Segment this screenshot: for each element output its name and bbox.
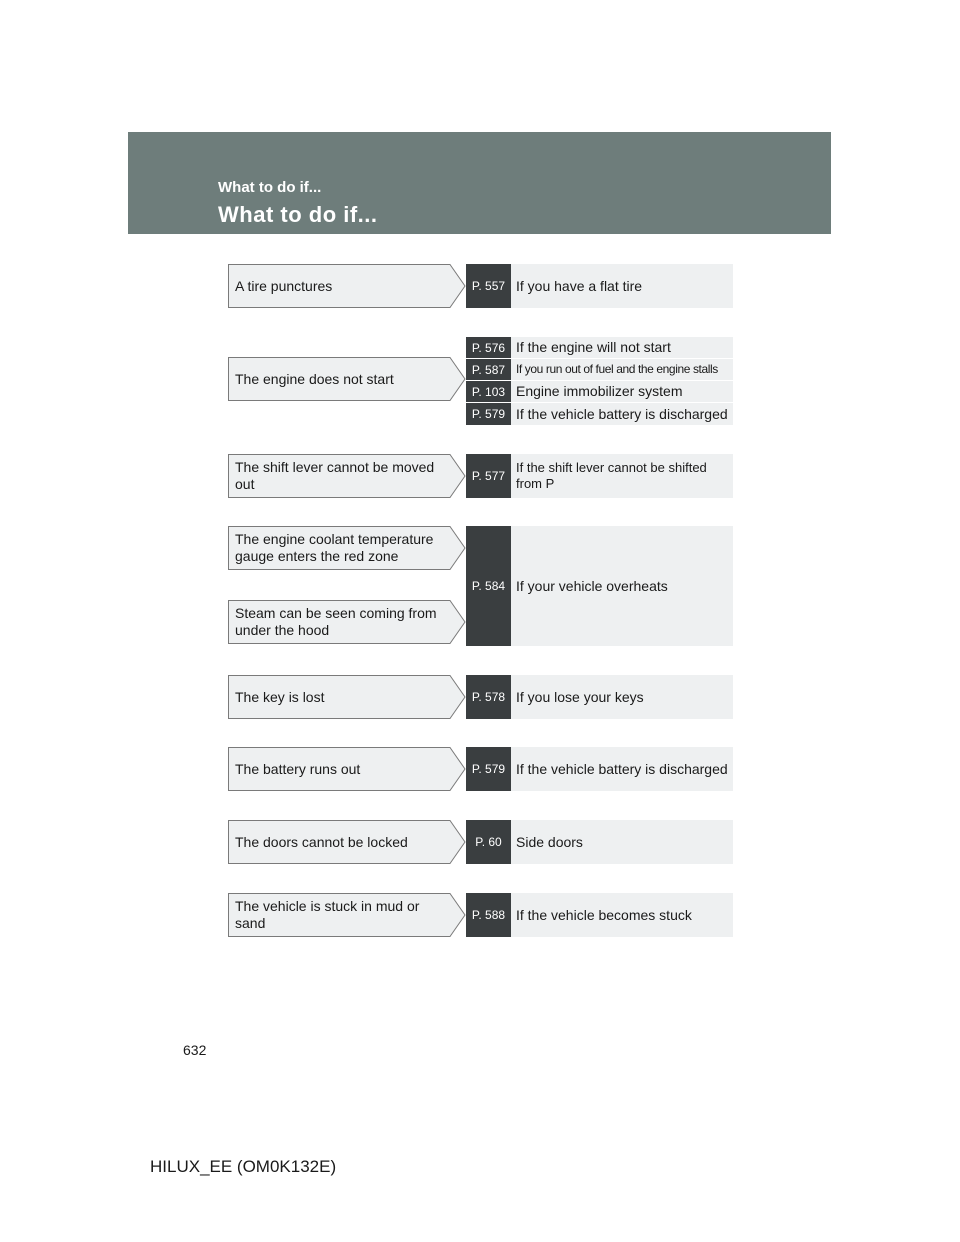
condition-box [228, 454, 466, 498]
page-reference[interactable]: P. 579 [466, 747, 511, 791]
condition-box [228, 893, 466, 937]
reference-title[interactable]: Side doors [511, 820, 733, 864]
reference-title[interactable]: If the vehicle battery is discharged [511, 403, 733, 425]
condition-text: Steam can be seen coming from under the hood [235, 605, 437, 638]
condition-text: The battery runs out [235, 760, 361, 777]
condition-box [228, 357, 466, 401]
page-reference[interactable]: P. 588 [466, 893, 511, 937]
page-title: What to do if... [218, 202, 378, 227]
condition-text: The vehicle is stuck in mud or sand [235, 898, 420, 931]
condition-box [228, 675, 466, 719]
reference-title[interactable]: If you lose your keys [511, 675, 733, 719]
page-reference[interactable]: P. 584 [466, 526, 511, 646]
condition-box [228, 600, 466, 644]
page-reference[interactable]: P. 579 [466, 403, 511, 425]
page-reference[interactable]: P. 577 [466, 454, 511, 498]
condition-text: The key is lost [235, 688, 325, 705]
page-number: 632 [183, 1042, 207, 1058]
reference-title[interactable]: If you run out of fuel and the engine stalls [511, 359, 733, 380]
reference-title[interactable]: If you have a flat tire [511, 264, 733, 308]
reference-title[interactable]: If the vehicle battery is discharged [511, 747, 733, 791]
page-reference[interactable]: P. 103 [466, 381, 511, 402]
condition-text: The doors cannot be locked [235, 833, 408, 850]
page-reference[interactable]: P. 557 [466, 264, 511, 308]
condition-box [228, 526, 466, 570]
reference-title[interactable]: Engine immobilizer system [511, 381, 733, 402]
condition-text: The shift lever cannot be moved out [235, 459, 435, 492]
condition-text: A tire punctures [235, 277, 333, 294]
condition-text: The engine does not start [235, 370, 394, 387]
reference-title[interactable]: If the vehicle becomes stuck [511, 893, 733, 937]
condition-text: The engine coolant temperature gauge enters the red zone [235, 531, 434, 564]
page-reference[interactable]: P. 587 [466, 359, 511, 380]
page-reference[interactable]: P. 578 [466, 675, 511, 719]
document-footer: HILUX_EE (OM0K132E) [150, 1157, 337, 1176]
reference-title[interactable]: If the shift lever cannot be shifted from P [511, 454, 733, 498]
reference-title[interactable]: If the engine will not start [511, 337, 733, 358]
section-subtitle: What to do if... [218, 179, 322, 196]
page-reference[interactable]: P. 60 [466, 820, 511, 864]
condition-box [228, 820, 466, 864]
page-reference[interactable]: P. 576 [466, 337, 511, 358]
reference-title[interactable]: If your vehicle overheats [511, 526, 733, 646]
condition-box [228, 264, 466, 308]
section-header [128, 132, 831, 234]
condition-box [228, 747, 466, 791]
